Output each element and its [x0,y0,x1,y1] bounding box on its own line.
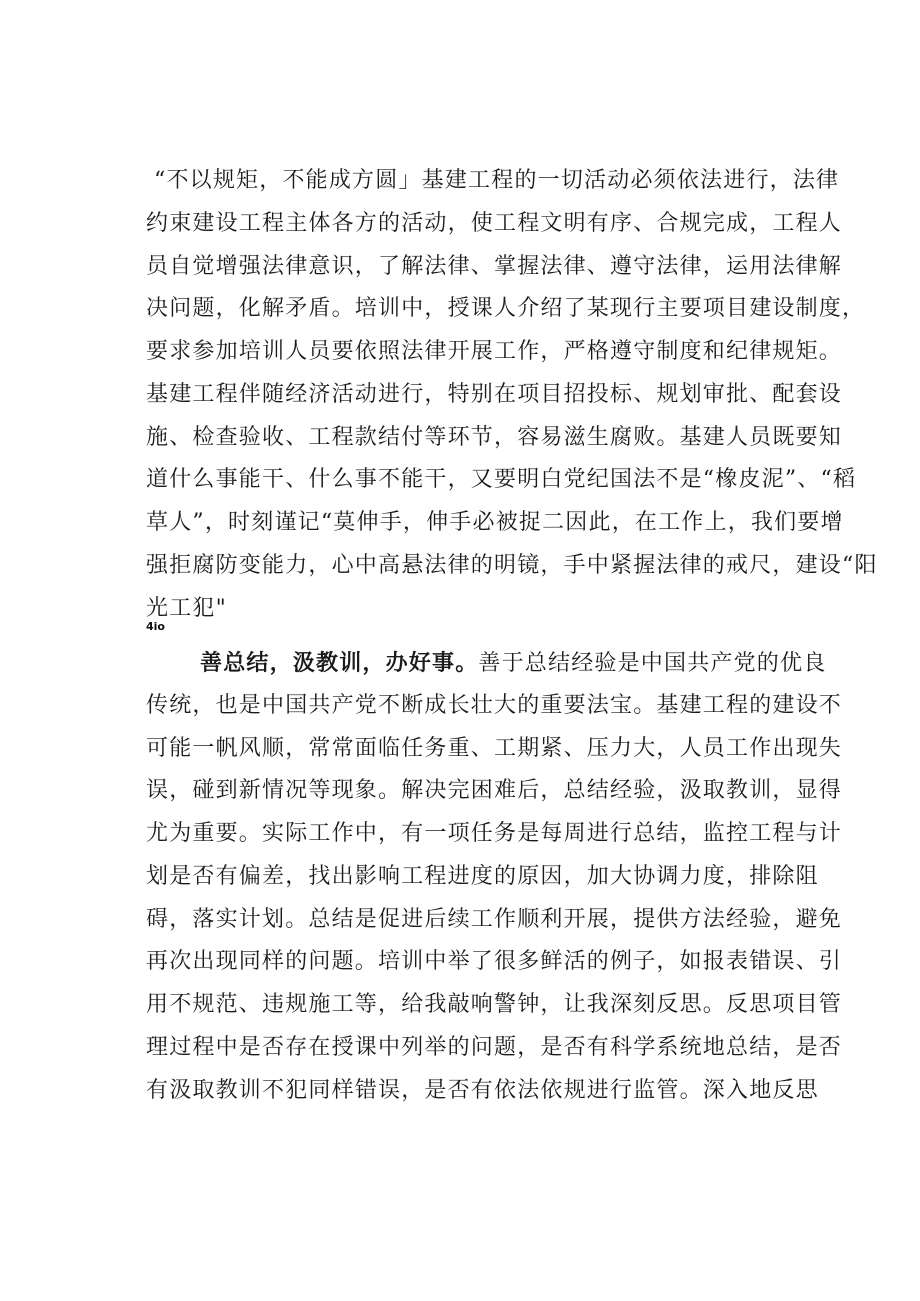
page-marker: 4io [146,620,165,633]
paragraph-1-line-7: 施、检查验收、工程款结付等环节，容易滋生腐败。基建人员既要知 [146,425,843,450]
paragraph-2-line-7: 碍，落实计划。总结是促进后续工作顺利开展，提供方法经验，避免 [146,907,843,932]
paragraph-2-line-5: 尤为重要。实际工作中，有一项任务是每周进行总结，监控工程与计 [146,821,843,846]
paragraph-2-first-line-text: 善于总结经验是中国共产党的优良 [478,651,827,676]
paragraph-2-line-2: 传统，也是中国共产党不断成长壮大的重要法宝。基建工程的建设不 [146,693,843,718]
paragraph-1-line-2: 约束建设工程主体各方的活动，使工程文明有序、合规完成，工程人 [146,211,843,236]
paragraph-1-line-9: 草人”，时刻谨记“莫伸手，伸手必被捉二因此，在工作上，我们要增 [146,510,844,535]
paragraph-2-line-10: 理过程中是否存在授课中列举的问题，是否有科学系统地总结，是否 [146,1035,843,1060]
paragraph-2-line-6: 划是否有偏差，找出影响工程进度的原因，加大协调力度，排除阻 [146,864,819,889]
paragraph-2-line-8: 再次出现同样的问题。培训中举了很多鲜活的例子，如报表错误、引 [146,949,843,974]
paragraph-1-line-5: 要求参加培训人员要依照法律开展工作，严格遵守制度和纪律规矩。 [146,339,843,364]
paragraph-1-line-6: 基建工程伴随经济活动进行，特别在项目招投标、规划审批、配套设 [146,382,843,407]
paragraph-2-line-11: 有汲取教训不犯同样错误，是否有依法依规进行监管。深入地反思 [146,1078,819,1103]
paragraph-2-line-4: 误，碰到新情况等现象。解决完困难后，总结经验，汲取教训，显得 [146,778,843,803]
paragraph-2-heading: 善总结，汲教训，办好事。 [200,650,479,676]
paragraph-2-line-9: 用不规范、违规施工等，给我敲响警钟，让我深刻反思。反思项目管 [146,992,843,1017]
paragraph-1-line-3: 员自觉增强法律意识，了解法律、掌握法律、遵守法律，运用法律解 [146,254,843,279]
paragraph-1-line-4: 决问题，化解矛盾。培训中，授课人介绍了某现行主要项目建设制度， [146,296,866,321]
paragraph-1-line-1: “不以规矩，不能成方圆」基建工程的一切活动必须依法进行，法律 [154,168,840,193]
paragraph-1-line-10: 强拒腐防变能力，心中高悬法律的明镜，手中紧握法律的戒尺，建设“阳 [146,553,878,578]
paragraph-2-line-1 [200,648,826,679]
paragraph-1-line-11: 光工犯" [146,596,227,621]
paragraph-2-line-3: 可能一帆风顺，常常面临任务重、工期紧、压力大，人员工作出现失 [146,736,843,761]
paragraph-1-line-8: 道什么事能干、什么事不能干，又要明白党纪国法不是“橡皮泥”、“稻 [146,467,857,492]
